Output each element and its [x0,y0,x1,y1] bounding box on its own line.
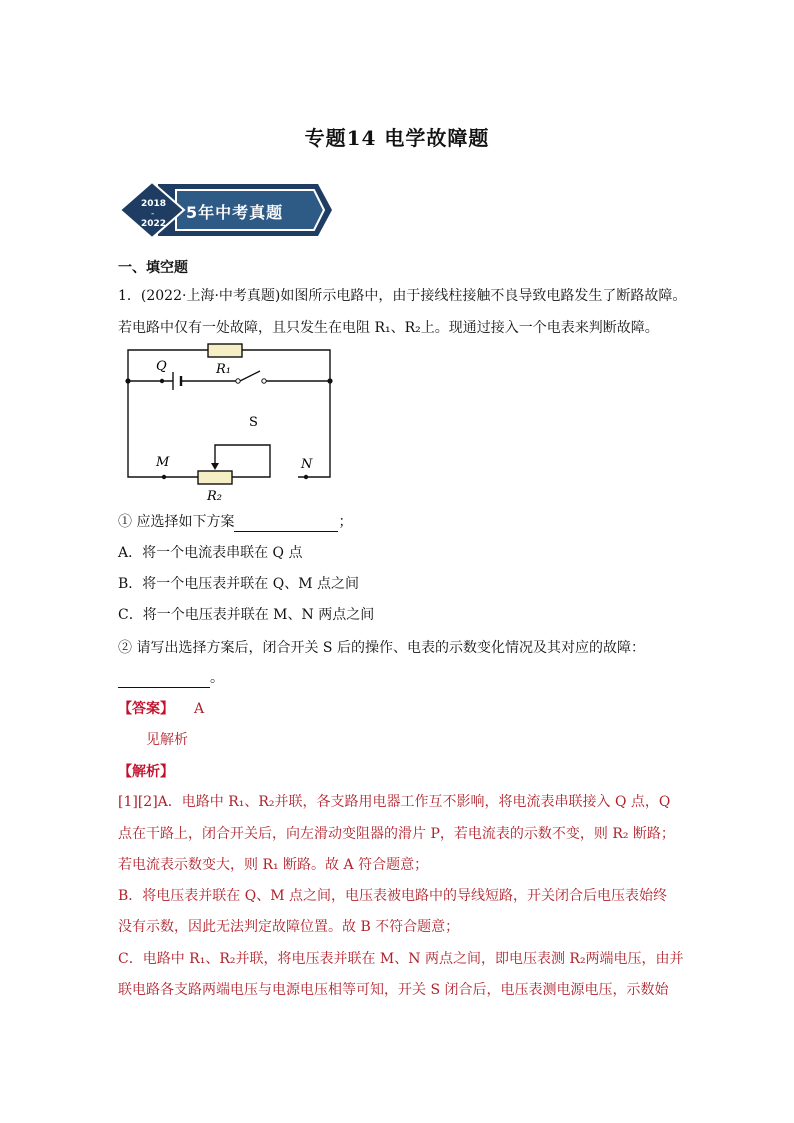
label-q: Q [156,359,167,374]
analysis-line: B．将电压表并联在 Q、M 点之间，电压表被电路中的导线短路，开关闭合后电压表始终 [118,888,667,904]
label-r1: R₁ [216,362,231,377]
analysis-line: 若电流表示数变大，则 R₁ 断路。故 A 符合题意； [118,857,429,873]
analysis-line: 点在干路上，闭合开关后，向左滑动变阻器的滑片 P，若电流表的示数不变，则 R₂ 断路； [118,826,675,842]
part1-end: ； [338,514,353,530]
question-line-2: 若电路中仅有一处故障，且只发生在电阻 R₁、R₂上。现通过接入一个电表来判断故障。 [118,320,659,336]
analysis-label: 【解析】 [118,764,174,780]
label-r2: R₂ [207,489,222,504]
option-b: B．将一个电压表并联在 Q、M 点之间 [118,576,360,592]
banner-year-dash: - [151,209,155,219]
banner-label: 5年中考真题 [186,203,284,222]
option-a: A．将一个电流表串联在 Q 点 [118,545,303,561]
label-m: M [156,455,170,470]
answer-blank-1 [234,517,338,532]
question-part-2: ② 请写出选择方案后，闭合开关 S 后的操作、电表的示数变化情况及其对应的故障： [118,640,645,656]
resistor-r2 [198,471,232,484]
banner-year-end: 2022 [141,219,167,229]
option-c: C．将一个电压表并联在 M、N 两点之间 [118,607,375,623]
analysis-line: [1][2]A．电路中 R₁、R₂并联，各支路用电器工作互不影响，将电流表串联接入 Q 点，Q [118,794,671,810]
question-line-1: 1．(2022·上海·中考真题)如图所示电路中，由于接线柱接触不良导致电路发生了断路故障。 [118,288,687,304]
analysis-line: 联电路各支路两端电压与电源电压相等可知，开关 S 闭合后，电压表测电源电压，示数始 [118,982,669,998]
part2-blank-line [118,668,224,688]
section-heading: 一、填空题 [118,260,188,276]
answer-blank-2 [118,673,210,688]
resistor-r1 [208,344,242,357]
label-n: N [301,457,313,472]
analysis-line: 没有示数，因此无法判定故障位置。故 B 不符合题意； [118,919,460,935]
label-s: S [249,415,258,430]
slider-arrow [211,463,219,470]
question-part-1 [118,512,352,532]
answer-value: A [194,701,205,717]
answer-label: 【答案】 [118,701,174,717]
circuit-diagram [118,340,348,505]
part1-text: ① 应选择如下方案 [118,514,235,530]
answer-note: 见解析 [146,732,188,748]
part2-end: 。 [210,670,224,686]
banner-year-start: 2018 [141,199,167,209]
page-title: 专题14 电学故障题 [304,126,490,150]
analysis-line: C．电路中 R₁、R₂并联，将电压表并联在 M、N 两点之间，即电压表测 R₂两端电压，由并 [118,951,684,967]
